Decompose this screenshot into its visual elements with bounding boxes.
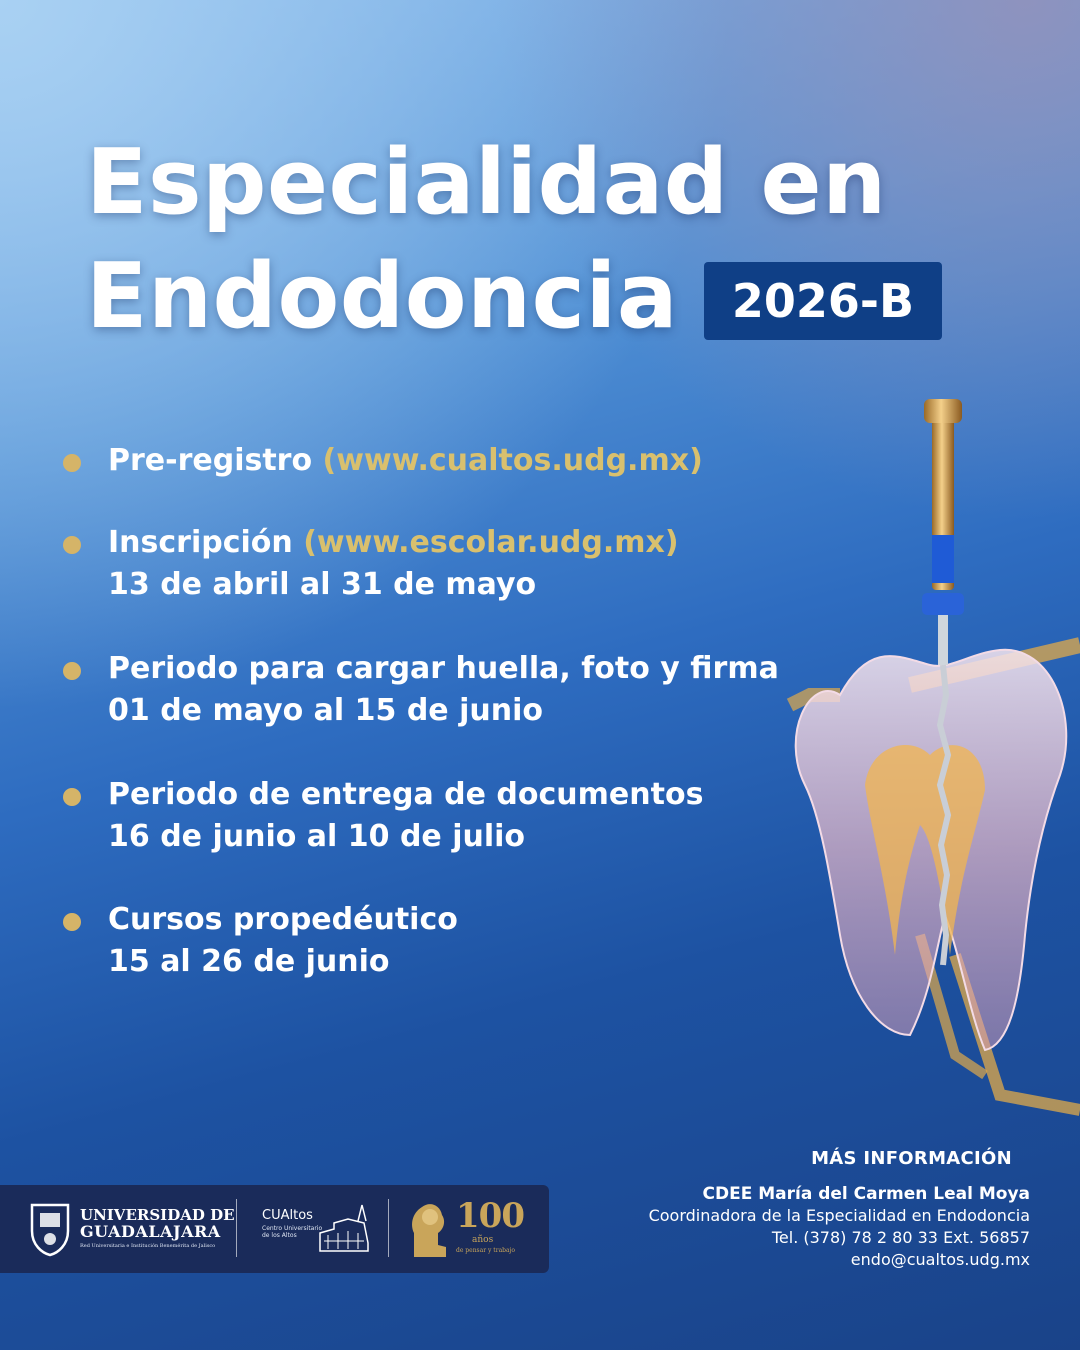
cualtos-sub-2: de los Altos [262, 1232, 297, 1239]
udg-name-line1: UNIVERSIDAD DE [80, 1206, 235, 1224]
list-item-documentos [108, 774, 703, 858]
udg-shield-icon [28, 1201, 72, 1257]
bullet-dot [63, 536, 81, 554]
bullet-dot [63, 454, 81, 472]
cualtos-name: CUAltos [262, 1208, 313, 1223]
title-line-2: Endodoncia [86, 244, 679, 349]
udg-subtitle: Red Universitaria e Institución Benemérita de Jalisco [80, 1243, 216, 1249]
semester-badge: 2026-B [704, 262, 942, 340]
list-item-preregistro [108, 440, 703, 482]
item-label: Cursos propedéutico [108, 902, 458, 937]
item-label: Inscripción [108, 525, 293, 560]
anniv-number: 100 [456, 1196, 524, 1236]
list-item-propedeutico [108, 899, 458, 983]
contact-role: Coordinadora de la Especialidad en Endodoncia [648, 1206, 1030, 1225]
item-detail: 13 de abril al 31 de mayo [108, 567, 537, 602]
lion-icon [404, 1197, 452, 1259]
logo-bar [0, 1185, 549, 1273]
bullet-dot [63, 788, 81, 806]
bullet-dot [63, 913, 81, 931]
list-item-huella [108, 648, 779, 732]
contact-name: CDEE María del Carmen Leal Moya [702, 1184, 1030, 1204]
item-link[interactable]: (www.escolar.udg.mx) [303, 525, 679, 560]
logo-divider [236, 1199, 237, 1257]
anniv-word: años [472, 1235, 494, 1245]
item-detail: 16 de junio al 10 de julio [108, 819, 526, 854]
udg-name-line2: GUADALAJARA [80, 1222, 221, 1241]
info-heading: MÁS INFORMACIÓN [811, 1148, 1012, 1169]
contact-phone[interactable]: Tel. (378) 78 2 80 33 Ext. 56857 [771, 1228, 1030, 1247]
item-label: Periodo de entrega de documentos [108, 777, 704, 812]
contact-email[interactable]: endo@cualtos.udg.mx [850, 1250, 1030, 1269]
item-label: Periodo para cargar huella, foto y firma [108, 651, 779, 686]
contact-info [649, 1148, 1030, 1271]
item-label: Pre-registro [108, 443, 313, 478]
logo-divider [388, 1199, 389, 1257]
bullet-dot [63, 662, 81, 680]
cualtos-sub-1: Centro Universitario [262, 1225, 323, 1232]
item-link[interactable]: (www.cualtos.udg.mx) [322, 443, 703, 478]
cualtos-building-icon [314, 1199, 374, 1259]
title-line-1: Especialidad en [86, 130, 887, 235]
item-detail: 15 al 26 de junio [108, 944, 390, 979]
tooth-illustration [770, 395, 1080, 1135]
list-item-inscripcion [108, 522, 679, 606]
item-detail: 01 de mayo al 15 de junio [108, 693, 543, 728]
anniv-subtitle: de pensar y trabajo [456, 1247, 516, 1254]
